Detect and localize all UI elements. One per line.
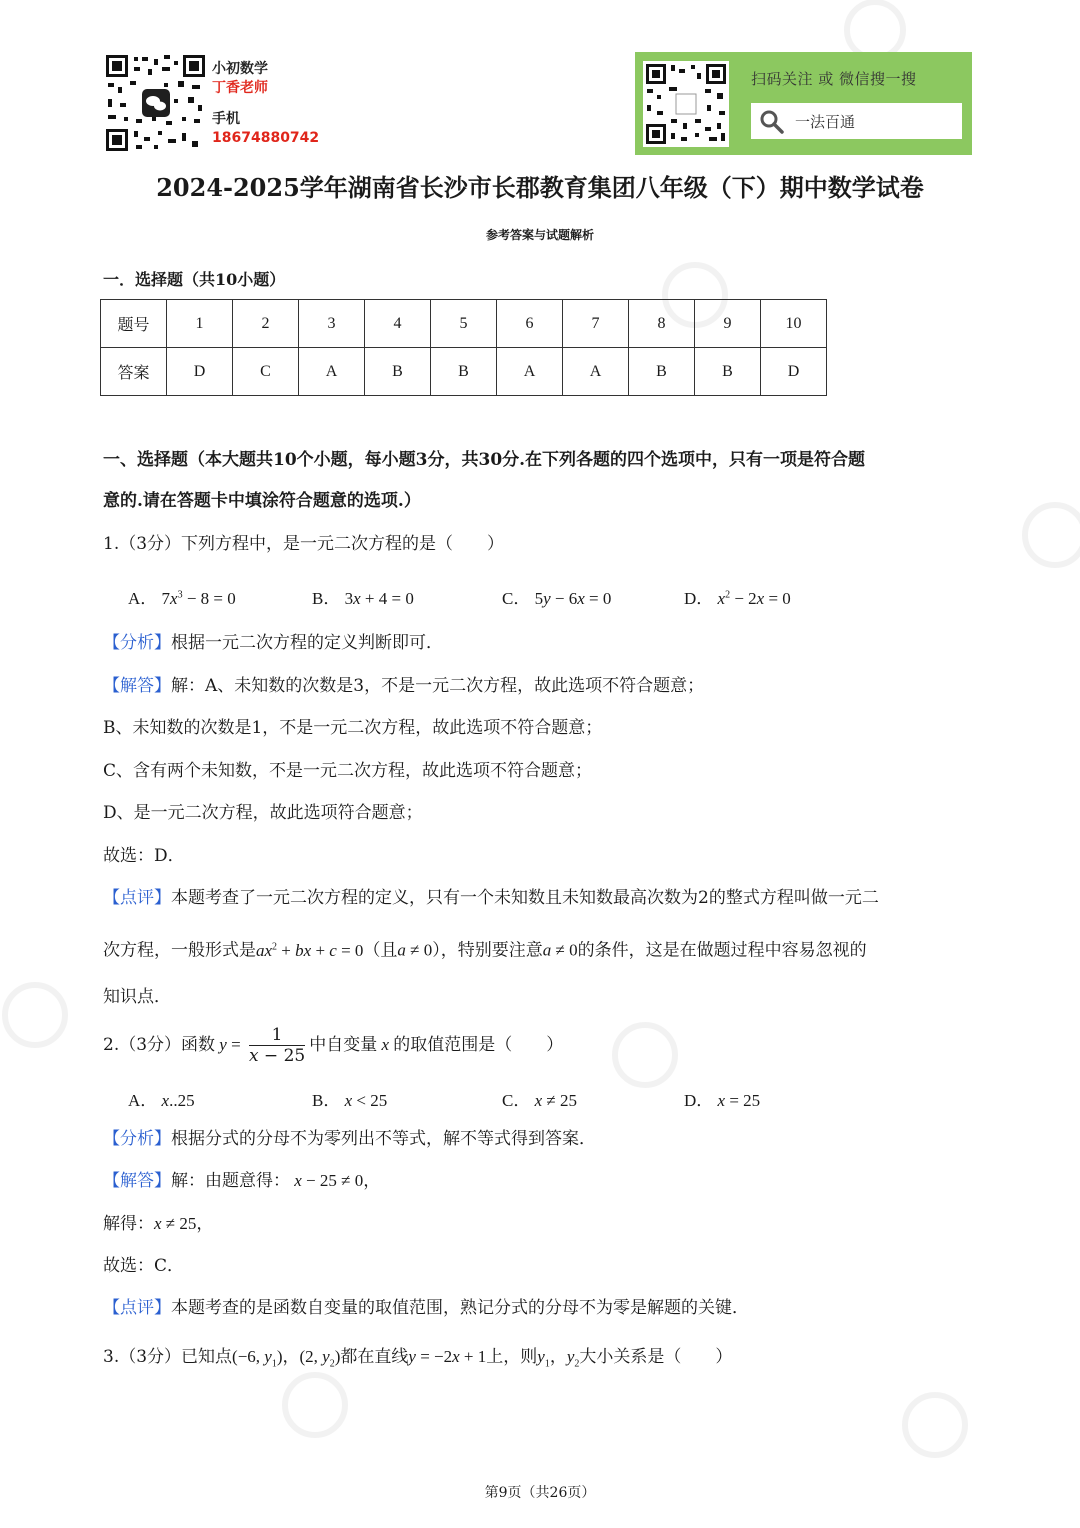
table-header-cell: 题号 [101, 300, 167, 348]
q1-option-c: C． 5y − 6x = 0 [502, 589, 612, 608]
table-cell: D [167, 348, 233, 396]
contact-line-1: 小初数学 [212, 61, 268, 77]
table-cell: 5 [431, 300, 497, 348]
table-cell: B [431, 348, 497, 396]
page-subtitle: 参考答案与试题解析 [485, 228, 594, 242]
table-cell: B [629, 348, 695, 396]
analysis-tag: 【分析】 [103, 1129, 171, 1149]
table-cell: A [497, 348, 563, 396]
option-label: D． [684, 1091, 714, 1110]
q2-solution-1: 【解答】解：由题意得： x − 25 ≠ 0， [103, 1171, 381, 1191]
stem-text: 大小关系是（ ） [579, 1347, 733, 1367]
q2-option-a: A． x..25 [128, 1091, 195, 1110]
review-text: 本题考查的是函数自变量的取值范围，熟记分式的分母不为零是解题的关键． [171, 1298, 749, 1318]
table-cell: 2 [233, 300, 299, 348]
page-footer: 第9页（共26页） [484, 1485, 596, 1501]
option-label: C． [502, 1091, 531, 1110]
table-cell: D [761, 348, 827, 396]
q1-stem: 1.（3分）下列方程中，是一元二次方程的是（ ） [103, 534, 505, 554]
banner-search-text: 一法百通 [795, 113, 856, 131]
q1-solution-4: D、是一元二次方程，故此选项符合题意； [103, 803, 423, 823]
solution-tag: 【解答】 [103, 676, 171, 696]
table-cell: 10 [761, 300, 827, 348]
banner-search-box [751, 103, 962, 139]
table-row [101, 300, 827, 348]
review-text: 本题考查了一元二次方程的定义，只有一个未知数且未知数最高次数为2的整式方程叫做一元二 [171, 888, 879, 908]
wechat-banner [635, 52, 972, 155]
solution-text: 解：A、未知数的次数是3，不是一元二次方程，故此选项不符合题意； [171, 676, 705, 696]
q1-solution-1 [103, 676, 704, 696]
q2-option-b: B． x < 25 [312, 1091, 388, 1110]
contact-line-3: 手机 [212, 111, 240, 127]
option-label: D． [684, 589, 714, 608]
q2-option-d: D． x = 25 [684, 1091, 761, 1110]
review-text: 次方程，一般形式是 [103, 940, 256, 961]
table-cell: 6 [497, 300, 563, 348]
table-cell: B [695, 348, 761, 396]
analysis-tag: 【分析】 [103, 633, 171, 653]
table-row [101, 348, 827, 396]
stem-text: 都在直线 [340, 1347, 409, 1367]
solution-text: 解得： [103, 1214, 154, 1234]
option-label: B． [312, 1091, 341, 1110]
q1-option-a: A． $7x^3 - 8 = 0$ [128, 589, 236, 608]
stem-text: 2.（3分）函数 [103, 1035, 216, 1055]
table-cell: C [233, 348, 299, 396]
q1-review-1 [103, 888, 879, 908]
table-cell: 4 [365, 300, 431, 348]
stem-text: 3.（3分）已知点 [103, 1347, 233, 1367]
watermark-logo [0, 960, 90, 1070]
qr-code-right [643, 61, 729, 147]
option-label: C． [502, 589, 531, 608]
answer-table [100, 299, 827, 396]
option-label: A． [128, 589, 158, 608]
q1-option-d: D． $x^2 - 2x = 0$ [684, 589, 791, 608]
q1-option-b: B． 3x + 4 = 0 [312, 589, 414, 608]
q2-option-c: C． x ≠ 25 [502, 1091, 577, 1110]
qr-code-left [104, 53, 207, 153]
q2-solution-2: 解得：x ≠ 25， [103, 1214, 214, 1234]
solution-tag: 【解答】 [103, 1171, 171, 1191]
review-text: （且 [363, 940, 398, 961]
option-label: B． [312, 589, 341, 608]
stem-text: 的取值范围是（ ） [393, 1035, 564, 1055]
q1-solution-3: C、含有两个未知数，不是一元二次方程，故此选项不符合题意； [103, 761, 593, 781]
table-header-cell: 答案 [101, 348, 167, 396]
option-label: A． [128, 1091, 158, 1110]
q1-review-2: 次方程，一般形式是$ax^2$ + bx + c = 0（且a ≠ 0），特别要注意a ≠ 0的条件，这是在做题过程中容易忽视的 [103, 940, 867, 961]
table-cell: B [365, 348, 431, 396]
section-heading: 一．选择题（共10小题） [103, 270, 286, 289]
stem-text: 中自变量 [309, 1035, 378, 1055]
section-instructions-1: 一、选择题（本大题共10个小题，每小题3分，共30分.在下列各题的四个选项中，只有一项是符合题 [103, 450, 866, 470]
table-cell: 7 [563, 300, 629, 348]
q1-solution-2: B、未知数的次数是1，不是一元二次方程，故此选项不符合题意； [103, 718, 603, 738]
search-icon [759, 109, 785, 135]
fraction: $\frac{1}{x - 25}$ [248, 1025, 306, 1066]
table-cell: 1 [167, 300, 233, 348]
q2-stem: 2.（3分）函数 y = $\frac{1}{x - 25}$ 中自变量 x 的取值范围是（ ） [103, 1025, 564, 1066]
section-instructions-2: 意的.请在答题卡中填涂符合题意的选项.） [103, 491, 421, 511]
table-cell: 3 [299, 300, 365, 348]
table-cell: A [299, 348, 365, 396]
contact-line-2: 丁香老师 [212, 80, 268, 96]
table-cell: 8 [629, 300, 695, 348]
q1-review-3: 知识点． [103, 987, 171, 1007]
watermark-logo [880, 1370, 990, 1480]
watermark-logo [1010, 480, 1080, 590]
page-title: 2024-2025学年湖南省长沙市长郡教育集团八年级（下）期中数学试卷 [156, 173, 924, 202]
contact-info [212, 60, 319, 148]
q1-choice: 故选：D． [103, 846, 185, 866]
solution-text: 解：由题意得： [171, 1171, 290, 1191]
review-text: 的条件，这是在做题过程中容易忽视的 [577, 940, 867, 961]
analysis-text: 根据一元二次方程的定义判断即可． [171, 633, 443, 653]
q3-stem: 3.（3分）已知点(−6, $y_1$)，(2, $y_2$)都在直线y = −2x + 1上，则$y_1$，$y_2$大小关系是（ ） [103, 1347, 733, 1370]
review-tag: 【点评】 [103, 888, 171, 908]
q1-analysis [103, 633, 443, 653]
banner-follow-text: 扫码关注 或 微信搜一搜 [751, 70, 917, 88]
table-cell: A [563, 348, 629, 396]
contact-phone: 18674880742 [212, 130, 320, 146]
review-tag: 【点评】 [103, 1298, 171, 1318]
table-cell: 9 [695, 300, 761, 348]
q2-review [103, 1298, 749, 1318]
stem-text: 上，则 [486, 1347, 538, 1367]
review-text: ），特别要注意 [432, 940, 543, 961]
q2-analysis [103, 1129, 596, 1149]
analysis-text: 根据分式的分母不为零列出不等式，解不等式得到答案． [171, 1129, 596, 1149]
q2-choice: 故选：C． [103, 1256, 185, 1276]
